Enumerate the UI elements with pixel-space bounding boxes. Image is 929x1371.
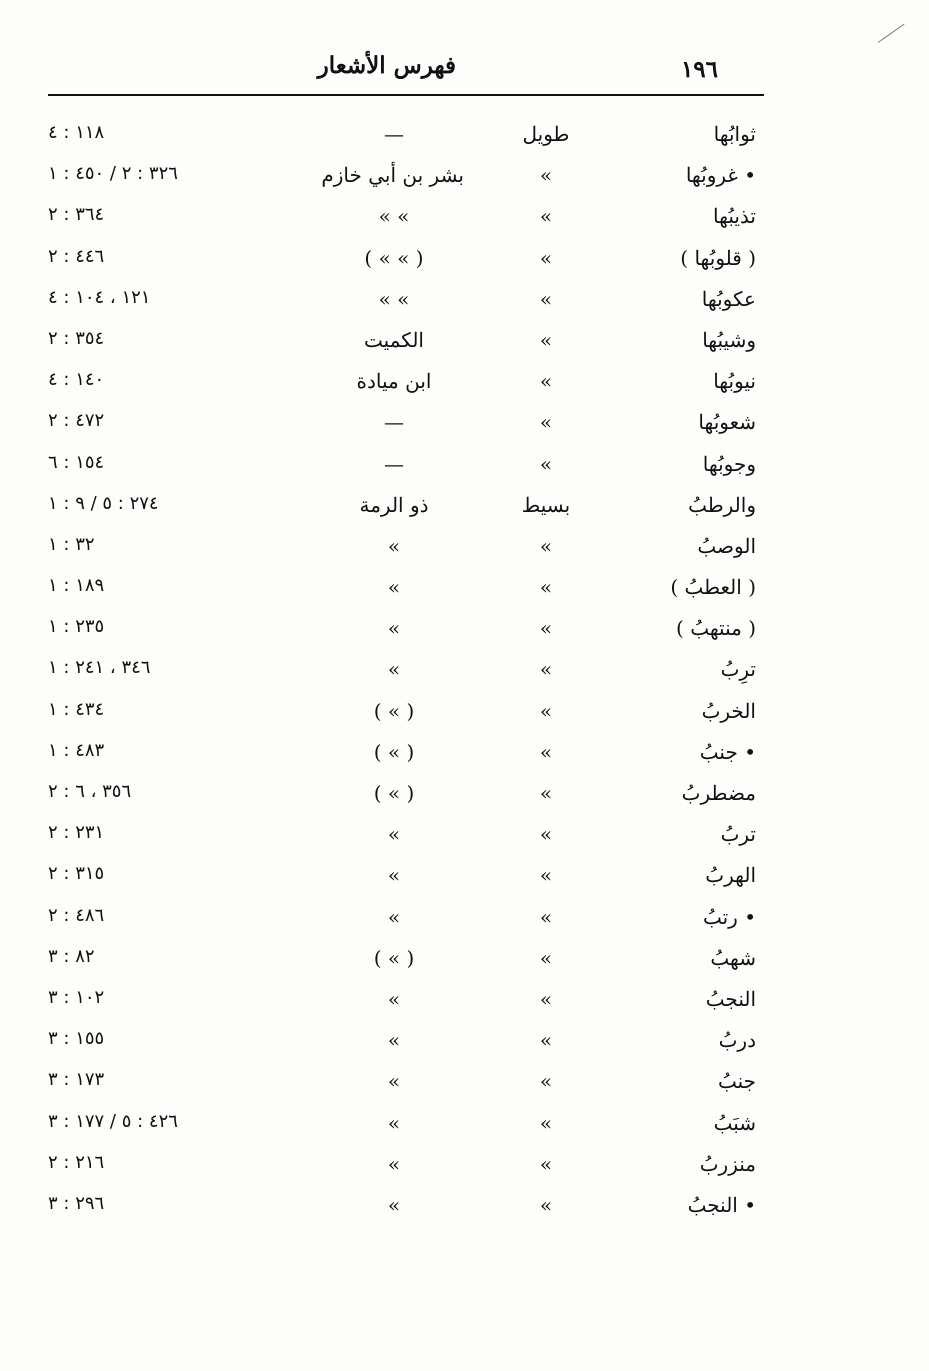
rhyme-word: وجوبُها [702, 451, 756, 476]
meter-name: » [539, 698, 553, 723]
source-reference: ٨٢ : ٣ [48, 945, 95, 967]
source-reference: ١١٨ : ٤ [48, 122, 105, 143]
meter-name: » [539, 163, 553, 188]
index-row [44, 524, 764, 565]
index-row [44, 977, 764, 1018]
index-row [44, 318, 764, 359]
poet-name: » [387, 986, 401, 1011]
source-reference: ٣٥٦ ، ٦ : ٢ [48, 781, 132, 802]
poet-name: » [387, 575, 401, 600]
source-reference: ١٠٢ : ٣ [48, 986, 105, 1008]
poet-name: » [387, 657, 401, 682]
index-row [44, 1018, 764, 1059]
rhyme-word: ثوابُها [713, 122, 756, 146]
meter-name: » [539, 657, 553, 682]
source-reference: ٤٨٦ : ٢ [48, 904, 105, 926]
meter-name: » [539, 616, 553, 641]
index-row [44, 895, 764, 936]
source-reference: ٣٢٦ : ٢ / ٤٥٠ : ١ [48, 163, 178, 185]
source-reference: ٢٧٤ : ٥ / ٩ : ١ [48, 492, 159, 514]
rhyme-word: عكوبُها [701, 286, 756, 311]
meter-name: » [539, 1192, 553, 1217]
rhyme-word: ترِبُ [720, 657, 756, 682]
meter-name: » [539, 1028, 553, 1053]
meter-name: » [539, 1069, 553, 1094]
index-row [44, 771, 764, 812]
index-row [44, 112, 764, 153]
meter-name: » [539, 451, 553, 476]
poet-name: ابن ميادة [356, 369, 432, 394]
meter-name: بسيط [521, 492, 571, 517]
index-row [44, 483, 764, 524]
index-row [44, 565, 764, 606]
source-reference: ٣٢ : ١ [48, 533, 95, 555]
rhyme-word: ( العطبُ ) [670, 575, 756, 600]
source-reference: ٣٥٤ : ٢ [48, 327, 105, 349]
source-reference: ٣١٥ : ٢ [48, 863, 105, 885]
meter-name: » [539, 410, 553, 435]
poet-name: ( » ) [373, 781, 415, 805]
index-row [44, 1183, 764, 1224]
meter-name: » [539, 1110, 553, 1135]
poet-name: ( » ) [373, 698, 415, 723]
poetry-index-table [44, 112, 764, 1224]
poet-name: » [387, 1110, 401, 1135]
source-reference: ٤٧٢ : ٢ [48, 410, 105, 432]
index-row [44, 194, 764, 235]
rhyme-word: والرطبُ [688, 492, 756, 517]
source-reference: ٢١٦ : ٢ [48, 1151, 105, 1173]
poet-name: » [387, 616, 401, 641]
index-row [44, 277, 764, 318]
poet-name: ( » ) [373, 739, 415, 764]
meter-name: » [539, 904, 553, 929]
index-row [44, 730, 764, 771]
rhyme-word: تربُ [720, 822, 756, 847]
index-row [44, 400, 764, 441]
index-row [44, 936, 764, 977]
rhyme-word: شعوبُها [698, 410, 756, 435]
poet-name: » » [378, 204, 410, 229]
poet-name: بشر بن أبي خازم [321, 163, 464, 188]
page-header [48, 48, 764, 96]
index-row [44, 647, 764, 688]
rhyme-word: جنبُ [717, 1069, 756, 1094]
index-row [44, 1101, 764, 1142]
meter-name: » [539, 739, 553, 764]
poet-name: — [384, 410, 404, 435]
poet-name: » [387, 1069, 401, 1094]
source-reference: ٤٣٤ : ١ [48, 698, 105, 720]
rhyme-word: شهبُ [710, 945, 756, 970]
source-reference: ٢٣١ : ٢ [48, 822, 105, 844]
rhyme-word: • النجبُ [687, 1192, 756, 1217]
rhyme-word: تذيبُها [713, 204, 756, 229]
meter-name: » [539, 986, 553, 1011]
poet-name: — [384, 122, 404, 146]
meter-name: » [539, 369, 553, 394]
index-row [44, 442, 764, 483]
meter-name: » [539, 1151, 553, 1176]
poet-name: الكميت [364, 327, 424, 352]
poet-name: ( » ) [373, 945, 415, 970]
source-reference: ١٥٥ : ٣ [48, 1028, 105, 1050]
index-row [44, 606, 764, 647]
meter-name: » [539, 575, 553, 600]
poet-name: » » [378, 286, 410, 311]
index-row [44, 812, 764, 853]
index-row [44, 1142, 764, 1183]
poet-name: ذو الرمة [359, 492, 429, 517]
rhyme-word: مضطربُ [681, 781, 756, 805]
poet-name: » [387, 904, 401, 929]
source-reference: ١٥٤ : ٦ [48, 451, 105, 473]
meter-name: » [539, 245, 553, 270]
source-reference: ٣٤٦ ، ٢٤١ : ١ [48, 657, 151, 679]
source-reference: ١٧٣ : ٣ [48, 1069, 105, 1091]
running-title: فهرس الأشعار [317, 52, 456, 79]
header-divider [48, 94, 764, 96]
index-row [44, 153, 764, 194]
source-reference: ٢٩٦ : ٣ [48, 1192, 105, 1214]
index-row [44, 1059, 764, 1100]
meter-name: » [539, 204, 553, 229]
meter-name: » [539, 863, 553, 888]
source-reference: ١٤٠ : ٤ [48, 369, 105, 391]
rhyme-word: منزربُ [699, 1151, 756, 1176]
rhyme-word: ( قلوبُها ) [680, 245, 756, 270]
page-number: ١٩٦ [680, 56, 718, 83]
poet-name: » [387, 533, 401, 558]
rhyme-word: النجبُ [705, 986, 756, 1011]
source-reference: ٤٤٦ : ٢ [48, 245, 105, 267]
poet-name: — [384, 451, 404, 476]
source-reference: ٤٨٣ : ١ [48, 739, 105, 761]
source-reference: ٢٣٥ : ١ [48, 616, 105, 638]
poet-name: » [387, 1151, 401, 1176]
index-row [44, 853, 764, 894]
rhyme-word: دربُ [718, 1028, 756, 1053]
rhyme-word: الهربُ [705, 863, 756, 888]
pencil-mark [878, 24, 905, 43]
poet-name: ( » » ) [364, 245, 424, 270]
poet-name: » [387, 822, 401, 847]
meter-name: » [539, 533, 553, 558]
rhyme-word: • جنبُ [699, 739, 756, 764]
source-reference: ٤٢٦ : ٥ / ١٧٧ : ٣ [48, 1110, 178, 1132]
rhyme-word: ( منتهبُ ) [676, 616, 756, 641]
rhyme-word: الخربُ [701, 698, 756, 723]
rhyme-word: نيوبُها [713, 369, 756, 394]
source-reference: ٣٦٤ : ٢ [48, 204, 105, 226]
index-row [44, 236, 764, 277]
poet-name: » [387, 863, 401, 888]
meter-name: » [539, 327, 553, 352]
rhyme-word: وشيبُها [702, 327, 756, 352]
rhyme-word: • رتبُ [702, 904, 756, 929]
meter-name: » [539, 945, 553, 970]
rhyme-word: الوصبُ [697, 533, 756, 558]
index-row [44, 689, 764, 730]
index-row [44, 359, 764, 400]
meter-name: » [539, 781, 553, 805]
poet-name: » [387, 1192, 401, 1217]
source-reference: ١٢١ ، ١٠٤ : ٤ [48, 286, 151, 308]
rhyme-word: شبَبُ [713, 1110, 756, 1135]
source-reference: ١٨٩ : ١ [48, 575, 105, 597]
rhyme-word: • غروبُها [685, 163, 756, 188]
meter-name: » [539, 286, 553, 311]
poet-name: » [387, 1028, 401, 1053]
meter-name: » [539, 822, 553, 847]
meter-name: طويل [522, 122, 570, 146]
